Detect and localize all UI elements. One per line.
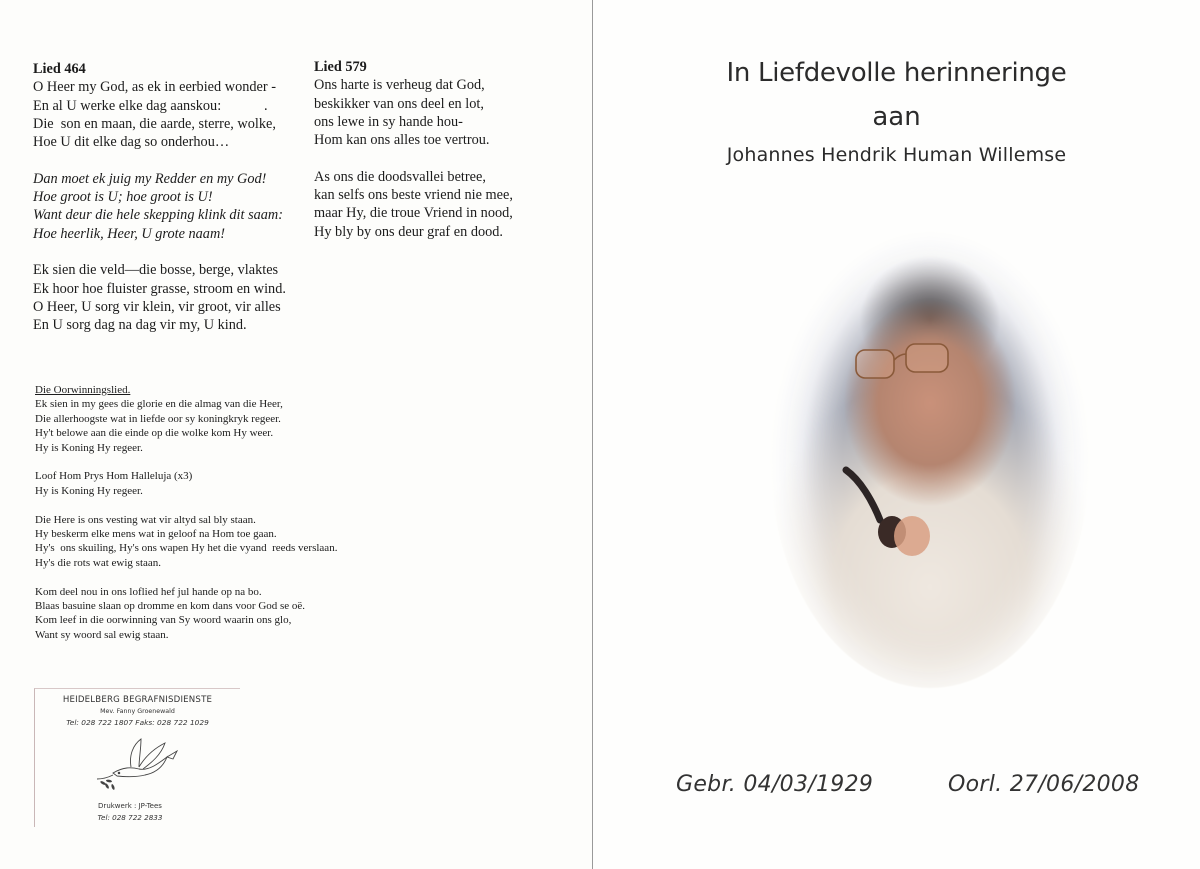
verse-line: kan selfs ons beste vriend nie mee, (314, 187, 513, 204)
verse-line: Want sy woord sal ewig staan. (35, 628, 169, 641)
hymn-579-title: Lied 579 (314, 59, 367, 75)
victory-song-refrain (35, 469, 337, 498)
victory-song-stanza-2 (35, 513, 337, 571)
hymn-579 (314, 58, 513, 241)
birth-date: Gebr. 04/03/1929 (676, 772, 874, 797)
verse-line: Hoe groot is U; hoe groot is U! (33, 189, 213, 206)
verse-line: En al U werke elke dag aanskou: . (33, 97, 268, 114)
verse-line: Blaas basuine slaan op dromme en kom dans voor God se oë. (35, 600, 306, 613)
verse-line: Ek sien in my gees die glorie en die almag van die Heer, (35, 398, 283, 411)
verse-line: Hy's die rots wat ewig staan. (35, 556, 162, 569)
verse-line: maar Hy, die troue Vriend in nood, (314, 205, 513, 222)
verse-line: Hy's ons skuiling, Hy's ons wapen Hy het die vyand reeds verslaan. (35, 542, 338, 555)
hymn-464-stanza-2 (33, 261, 286, 334)
verse-line: Ek hoor hoe fluister grasse, stroom en wind. (33, 280, 286, 297)
verse-line: Hy't belowe aan die einde op die wolke kom Hy weer. (35, 427, 274, 440)
memorial-heading: In Liefdevolle herinneringe (726, 58, 1067, 88)
victory-song (35, 383, 337, 642)
verse-line: beskikker van ons deel en lot, (314, 95, 484, 112)
verse-line: O Heer, U sorg vir klein, vir groot, vir alles (33, 298, 281, 315)
victory-song-stanza-1 (35, 397, 337, 455)
verse-line: Want deur die hele skepping klink dit saam: (33, 207, 284, 224)
hymn-464-chorus (33, 170, 286, 243)
death-date: Oorl. 27/06/2008 (948, 772, 1140, 797)
victory-song-title: Die Oorwinningslied. (35, 384, 131, 396)
verse-line: Hoe U dit elke dag so onderhou… (33, 134, 230, 151)
verse-line: Hy is Koning Hy regeer. (35, 484, 143, 497)
funeral-home-contact: Mev. Fanny Groenewald (100, 708, 175, 715)
verse-line: Kom leef in die oorwinning van Sy woord waarin ons glo, (35, 614, 292, 627)
verse-line: Hoe heerlik, Heer, U grote naam! (33, 225, 226, 242)
verse-line: Hy beskerm elke mens wat in geloof na Hom toe gaan. (35, 528, 277, 541)
verse-line: As ons die doodsvallei betree, (314, 168, 486, 185)
dove-with-olive-branch-icon (93, 733, 183, 793)
portrait-vignette (750, 210, 1110, 710)
verse-line: Hy bly by ons deur graf en dood. (314, 223, 504, 240)
memorial-heading-aan: aan (872, 102, 921, 132)
funeral-home-card (34, 688, 240, 827)
verse-line: ons lewe in sy hande hou- (314, 113, 463, 130)
funeral-home-phones: Tel: 028 722 1807 Faks: 028 722 1029 (66, 718, 209, 727)
verse-line: Ons harte is verheug dat God, (314, 77, 485, 94)
hymn-464-stanza-1 (33, 78, 286, 151)
verse-line: Dan moet ek juig my Redder en my God! (33, 170, 267, 187)
hymn-464-title: Lied 464 (33, 61, 86, 77)
hymn-579-stanza-1 (314, 76, 513, 149)
verse-line: Die allerhoogste wat in liefde oor sy koningkryk regeer. (35, 412, 281, 425)
verse-line: Ek sien die veld—die bosse, berge, vlaktes (33, 262, 279, 279)
verse-line: Die son en maan, die aarde, sterre, wolke, (33, 115, 276, 132)
verse-line: Die Here is ons vesting wat vir altyd sal bly staan. (35, 513, 256, 526)
verse-line: O Heer my God, as ek in eerbied wonder - (33, 79, 276, 96)
verse-line: Hom kan ons alles toe vertrou. (314, 132, 490, 149)
victory-song-stanza-3 (35, 585, 337, 643)
printer-credit: Drukwerk : JP-Tees (98, 802, 162, 810)
verse-line: Hy is Koning Hy regeer. (35, 441, 143, 454)
verse-line: En U sorg dag na dag vir my, U kind. (33, 317, 247, 334)
deceased-name: Johannes Hendrik Human Willemse (726, 144, 1067, 166)
funeral-home-name: HEIDELBERG BEGRAFNISDIENSTE (62, 695, 213, 705)
verse-line: Loof Hom Prys Hom Halleluja (x3) (35, 470, 193, 483)
hymn-464 (33, 60, 286, 334)
printer-phone: Tel: 028 722 2833 (97, 813, 163, 822)
verse-line: Kom deel nou in ons loflied hef jul hande op na bo. (35, 585, 262, 598)
hymn-579-stanza-2 (314, 168, 513, 241)
